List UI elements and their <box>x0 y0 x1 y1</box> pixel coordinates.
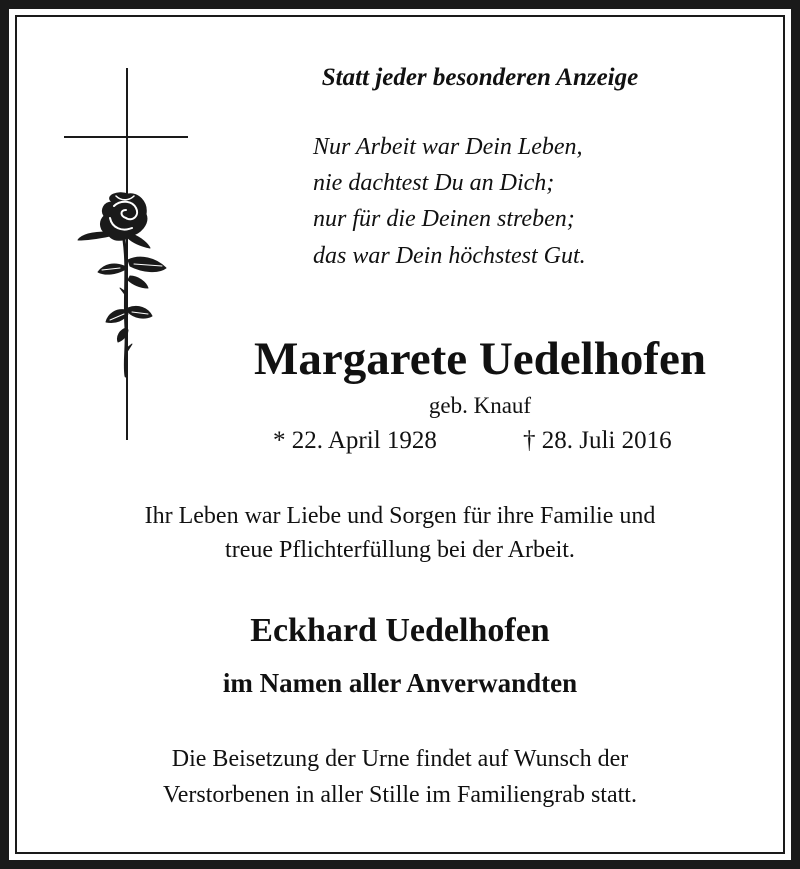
cross-horizontal-bar <box>64 136 188 138</box>
header-title: Statt jeder besonderen Anzeige <box>321 64 639 91</box>
poem-line: das war Dein höchstest Gut. <box>313 243 586 269</box>
birth-name: geb. Knauf <box>428 393 532 418</box>
notice-line: Verstorbenen in aller Stille im Familiengrab statt. <box>163 782 637 808</box>
poem-line: Nur Arbeit war Dein Leben, <box>313 134 583 160</box>
birth-date: * 22. April 1928 <box>273 427 437 454</box>
tribute-line: Ihr Leben war Liebe und Sorgen für ihre Familie und <box>144 503 656 529</box>
tribute-line: treue Pflichterfüllung bei der Arbeit. <box>225 537 575 563</box>
notice-line: Die Beisetzung der Urne findet auf Wunsch der <box>171 746 629 772</box>
signatory-subtitle: im Namen aller Anverwandten <box>222 668 578 698</box>
deceased-name: Margarete Uedelhofen <box>253 333 706 385</box>
poem-line: nie dachtest Du an Dich; <box>313 170 555 196</box>
poem-line: nur für die Deinen streben; <box>313 206 575 232</box>
signatory-name: Eckhard Uedelhofen <box>250 612 550 649</box>
death-date: † 28. Juli 2016 <box>523 427 672 454</box>
